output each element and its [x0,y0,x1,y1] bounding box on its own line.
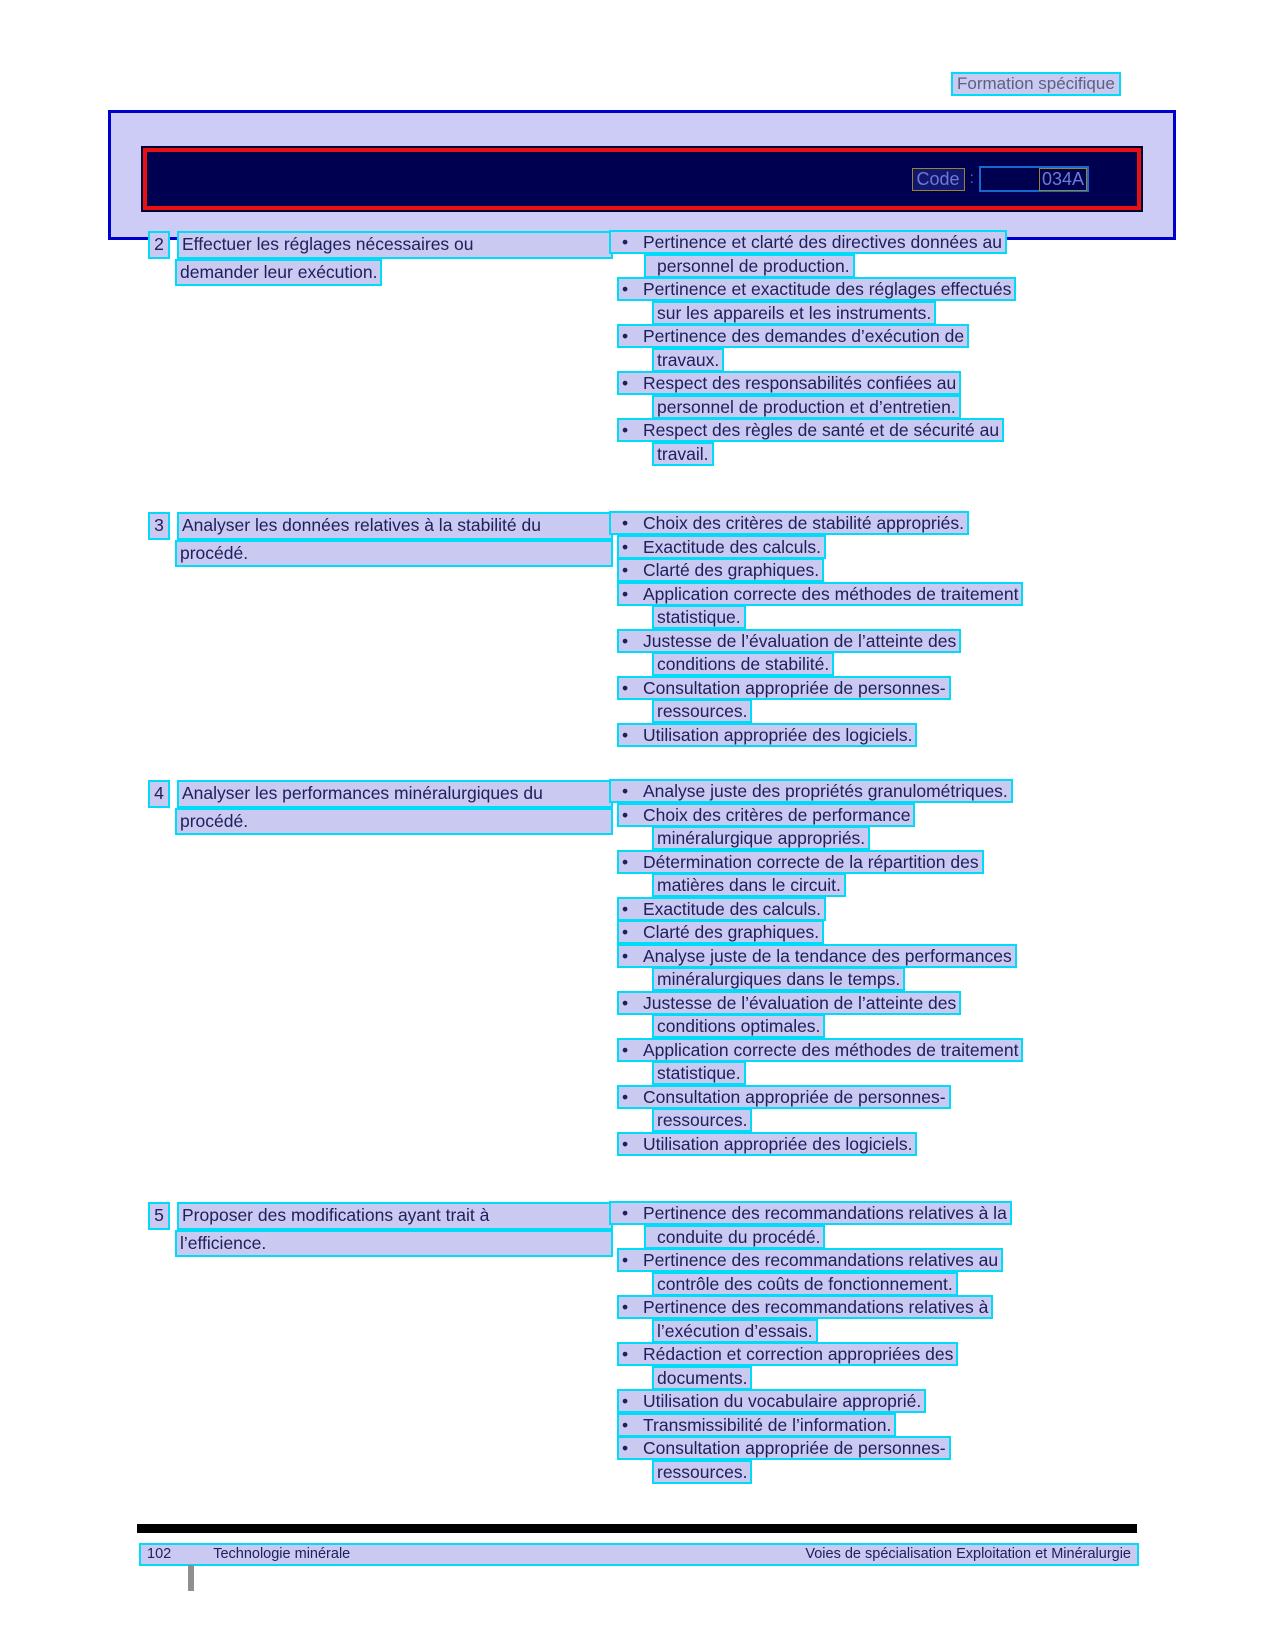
code-field [979,166,1089,192]
criterion-highlight: • Pertinence des recommandations relatives à l’exécution d’essais. [617,1295,993,1343]
objective-text: Analyser les performances minéralurgiques du [177,780,613,808]
footer-right-text: Voies de spécialisation Exploitation et Minéralurgie [805,1546,1131,1562]
objective-text: demander leur exécution. [175,259,382,287]
criterion-item [617,372,1148,419]
objective-line [148,1202,613,1230]
criterion-highlight: • Choix des critères de performance minéralurgique appropriés. [617,803,915,851]
criterion-item [617,780,1148,804]
criterion-item [617,419,1148,466]
criterion-item [617,231,1148,278]
criterion-item [617,1202,1148,1249]
table-row [148,231,1148,466]
criterion-highlight: • Rédaction et correction appropriées des documents. [617,1342,958,1390]
criterion-highlight: • Pertinence des demandes d’exécution de travaux. [617,324,969,372]
objective-cell [148,231,613,286]
bullet-icon: • [622,513,629,533]
running-header-text: Formation spécifique [957,74,1115,93]
criterion-highlight: • Justesse de l’évaluation de l’atteinte des conditions de stabilité. [617,629,961,677]
criterion-highlight: • Exactitude des calculs. [617,897,826,921]
bullet-icon: • [622,804,629,825]
objective-line [148,780,613,808]
footer-rule [137,1524,1137,1533]
criterion-item [617,1086,1148,1133]
criterion-item [617,1249,1148,1296]
bullet-icon: • [622,898,629,919]
objective-number: 3 [148,512,170,540]
criterion-item [617,1414,1148,1438]
criterion-item [617,992,1148,1039]
bullet-icon: • [622,583,629,604]
criterion-item [617,804,1148,851]
bullet-icon: • [622,1133,629,1154]
table-row [148,1202,1148,1484]
bullet-icon: • [622,1086,629,1107]
bullet-icon: • [622,992,629,1013]
objective-text: Analyser les données relatives à la stabilité du [177,512,613,540]
objective-number: 2 [148,231,170,259]
code-separator: : [969,170,974,187]
criterion-item [617,512,1148,536]
criterion-item [617,559,1148,583]
bullet-icon: • [622,1344,629,1364]
criterion-highlight: • Pertinence des recommandations relatives à la conduite du procédé. [609,1201,1012,1249]
title-banner-inner-box [143,148,1141,210]
criterion-item [617,945,1148,992]
criterion-highlight: • Exactitude des calculs. [617,535,826,559]
bullet-icon: • [622,922,629,942]
criterion-item [617,921,1148,945]
bullet-icon: • [622,1203,629,1223]
bullet-icon: • [622,1250,629,1270]
criterion-item [617,583,1148,630]
objective-cell [148,1202,613,1257]
code-value: 034A [1039,168,1087,191]
objective-line [175,1230,613,1258]
objective-number: 4 [148,780,170,808]
criterion-highlight: • Justesse de l’évaluation de l’atteinte des conditions optimales. [617,991,961,1039]
bullet-icon: • [622,851,629,872]
bullet-icon: • [622,279,629,299]
objective-text: l’efficience. [175,1230,613,1258]
criterion-item [617,1437,1148,1484]
criterion-highlight: • Pertinence et exactitude des réglages effectués sur les appareils et les instruments. [617,277,1016,325]
criterion-highlight: • Clarté des graphiques. [617,920,824,944]
bullet-icon: • [622,945,629,966]
bullet-icon: • [622,232,629,252]
criterion-highlight: • Application correcte des méthodes de traitement statistique. [617,1038,1023,1086]
objective-line [175,259,613,287]
criterion-highlight: • Application correcte des méthodes de traitement statistique. [617,582,1023,630]
criterion-item [617,1039,1148,1086]
table-row [148,512,1148,747]
criterion-highlight: • Consultation appropriée de personnes- ressources. [617,676,951,724]
bullet-icon: • [622,724,629,745]
criterion-highlight: • Utilisation appropriée des logiciels. [617,1132,917,1156]
objective-text: procédé. [175,808,613,836]
objective-cell [148,780,613,835]
bullet-icon: • [622,1391,629,1411]
title-banner [108,110,1176,240]
criterion-item [617,1296,1148,1343]
page-footer [139,1543,1139,1566]
bullet-icon: • [622,420,629,440]
criterion-highlight: • Respect des responsabilités confiées au personnel de production et d’entretien. [617,371,961,419]
bullet-icon: • [622,536,629,557]
bullet-icon: • [622,326,629,346]
objective-line [175,540,613,568]
running-header [951,72,1121,96]
criterion-highlight: • Respect des règles de santé et de sécurité au travail. [617,418,1004,466]
page-number: 102 [147,1546,172,1562]
bullet-icon: • [622,630,629,651]
criterion-item [617,630,1148,677]
objective-text: procédé. [175,540,613,568]
criterion-item [617,898,1148,922]
footer-left-text: Technologie minérale [213,1546,351,1562]
criterion-item [617,724,1148,748]
objective-line [175,808,613,836]
code-area [912,166,1089,192]
criterion-highlight: • Consultation appropriée de personnes- ressources. [617,1436,951,1484]
criterion-highlight: • Pertinence des recommandations relatives au contrôle des coûts de fonctionnement. [617,1248,1003,1296]
criterion-highlight: • Pertinence et clarté des directives données au personnel de production. [609,230,1007,278]
bullet-icon: • [622,1039,629,1060]
criterion-item [617,325,1148,372]
criteria-cell [613,1202,1148,1484]
criterion-highlight: • Analyse juste des propriétés granulométriques. [609,779,1013,803]
criterion-highlight: • Clarté des graphiques. [617,558,824,582]
criteria-table [148,231,1148,1484]
code-label: Code [912,168,965,191]
criteria-cell [613,231,1148,466]
objective-line [148,231,613,259]
criterion-item [617,1390,1148,1414]
table-row [148,780,1148,1156]
criteria-cell [613,780,1148,1156]
text-cursor [188,1565,194,1591]
objective-line [148,512,613,540]
criterion-item [617,278,1148,325]
criterion-highlight: • Transmissibilité de l’information. [617,1413,896,1437]
criterion-highlight: • Consultation appropriée de personnes- ressources. [617,1085,951,1133]
bullet-icon: • [622,560,629,580]
objective-text: Effectuer les réglages nécessaires ou [177,231,613,259]
bullet-icon: • [622,1297,629,1317]
bullet-icon: • [622,373,629,393]
bullet-icon: • [622,781,629,801]
criterion-item [617,851,1148,898]
criteria-cell [613,512,1148,747]
criterion-highlight: • Détermination correcte de la répartition des matières dans le circuit. [617,850,984,898]
objective-text: Proposer des modifications ayant trait à [177,1202,613,1230]
criterion-item [617,1343,1148,1390]
criterion-highlight: • Choix des critères de stabilité appropriés. [609,511,969,535]
criterion-highlight: • Utilisation du vocabulaire approprié. [617,1389,926,1413]
criterion-item [617,536,1148,560]
criterion-highlight: • Analyse juste de la tendance des performances minéralurgiques dans le temps. [617,944,1017,992]
bullet-icon: • [622,677,629,698]
criterion-item [617,677,1148,724]
bullet-icon: • [622,1414,629,1435]
criterion-item [617,1133,1148,1157]
bullet-icon: • [622,1438,629,1458]
criterion-highlight: • Utilisation appropriée des logiciels. [617,723,917,747]
objective-number: 5 [148,1202,170,1230]
objective-cell [148,512,613,567]
